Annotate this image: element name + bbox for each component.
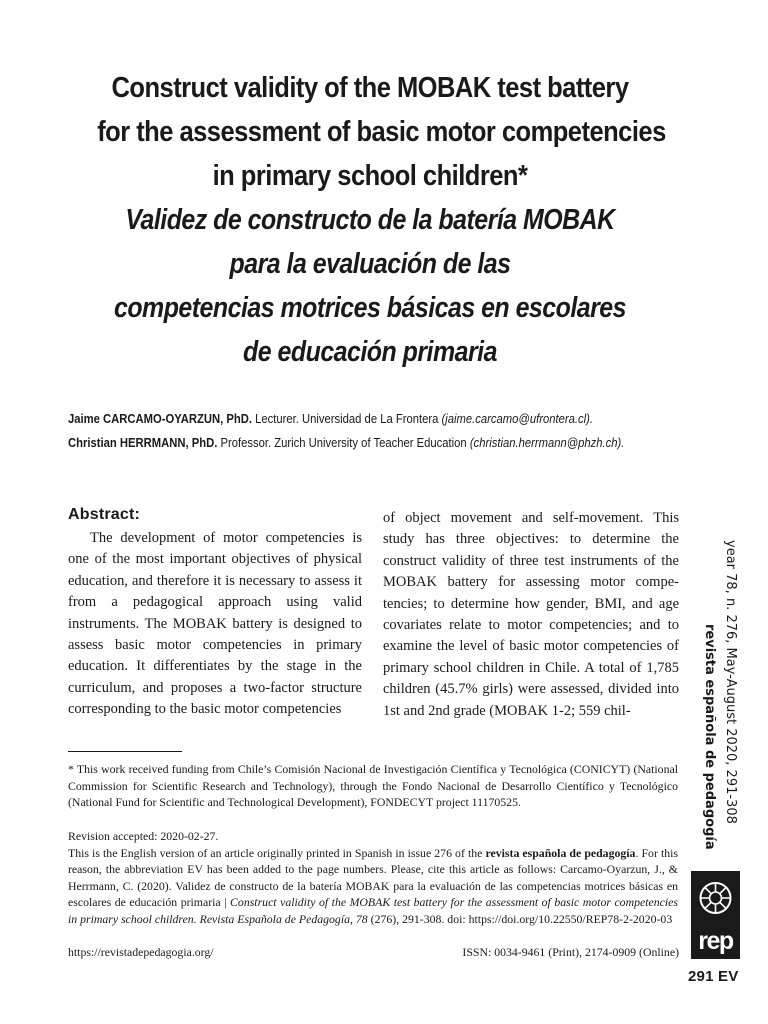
author-role: Professor. Zurich University of Teacher Education [220, 436, 467, 450]
title-block [60, 66, 680, 374]
title-english [97, 66, 666, 198]
author-email[interactable]: (jaime.carcamo@ufrontera.cl). [441, 412, 593, 426]
abstract-column-left [68, 528, 362, 721]
author-email[interactable]: (christian.herrmann@phzh.ch). [469, 436, 625, 450]
issn-text: ISSN: 0034-9461 (Print), 2174-0909 (Online) [462, 945, 679, 959]
abstract-text-left: The development of motor competencies is one of the most important objectives of physical education, and therefore it is necessary to assess it from a pedagogical approach using valid instruments. The MOBAK battery is designed to assess basic motor competencies in primary education. It differentiates by the stage in the curriculum, and proposes a two-factor structure corresponding to the basic motor competencies [68, 530, 362, 718]
journal-logo [691, 871, 740, 959]
revision-accepted: Revision accepted: 2020-02-27. [68, 829, 219, 843]
journal-name: revista española de pedagogía [485, 845, 636, 860]
author-role: Lecturer. Universidad de La Frontera [255, 412, 439, 426]
title-en-line: in primary school children* [212, 160, 528, 192]
author-name: Jaime CARCAMO-OYARZUN, PhD. [68, 412, 252, 426]
side-issue-info: year 78, n. 276, May-August 2020, 291-308 [723, 540, 738, 824]
citation-doi[interactable]: (276), 291-308. doi: https://doi.org/10.22550/REP78-2-2020-03 [370, 911, 673, 926]
citation-italic: Construct validity of the MOBAK test battery for the assessment of basic motor competencies in primary school children. Revista Española de Pedagogía, 78 [68, 895, 678, 926]
title-es-line: para la evaluación de las [229, 248, 511, 280]
citation-note-end: . For this reason, the abbreviation EV has been added to the page numbers. Please, cite this article as follows: Carcamo-Oyarzun, J., & Herrmann, C. (2020). Validez de constructo de la batería MOBAK para la evaluación de las competencias motrices básicas en escolares de educación primaria | [68, 845, 679, 910]
title-en-line: Construct validity of the MOBAK test battery [111, 72, 629, 104]
title-es-line: competencias motrices básicas en escolares [113, 292, 627, 324]
website-link[interactable]: https://revistadepedagogia.org/ [68, 945, 214, 959]
citation-note [68, 845, 678, 928]
title-en-line: for the assessment of basic motor competencies [97, 116, 666, 148]
author-entry [68, 407, 626, 431]
author-entry [68, 431, 626, 455]
title-es-line: de educación primaria [243, 336, 497, 368]
publication-footer [68, 944, 679, 960]
funding-footnote: * This work received funding from Chile’s Comisión Nacional de Investigación Científica y Tecnológica (CONICYT) (National Commission for Scientific Research and Technology), through the Fondo Nacional de Desarrollo Científico y Tecnológico (National Fund for Scientific and Technological Development), FONDECYT project 11170525. [68, 762, 678, 810]
author-name: Christian HERRMANN, PhD. [68, 436, 218, 450]
page-number: 291 EV [688, 968, 739, 985]
rep-logo-icon [691, 871, 740, 959]
title-es-line: Validez de constructo de la batería MOBAK [125, 204, 615, 236]
footnote-divider [68, 751, 182, 752]
abstract-heading: Abstract: [68, 506, 141, 523]
side-running-header [688, 540, 740, 858]
side-journal-name: revista española de pedagogía [702, 624, 717, 850]
side-rotated-text [688, 540, 740, 858]
logo-wordmark: rep [698, 927, 733, 955]
abstract-text-right: of object movement and self-movement. This study has three objectives: to determine the construct validity of three test instruments of the MOBAK battery for assessing motor competencies; to determine how gender, BMI, and age covariates relate to motor competencies; and to examine the level of basic motor competencies of primary school children in Chile. A total of 1,785 children (45.7% girls) were assessed, divided into 1st and 2nd grade (MOBAK 1-2; 559 chil- [383, 510, 679, 719]
revision-note [68, 828, 678, 928]
abstract-column-right [383, 508, 679, 722]
title-spanish [103, 198, 636, 374]
author-list [68, 407, 626, 455]
citation-note-start: This is the English version of an article originally printed in Spanish in issue 276 of the [68, 845, 483, 860]
